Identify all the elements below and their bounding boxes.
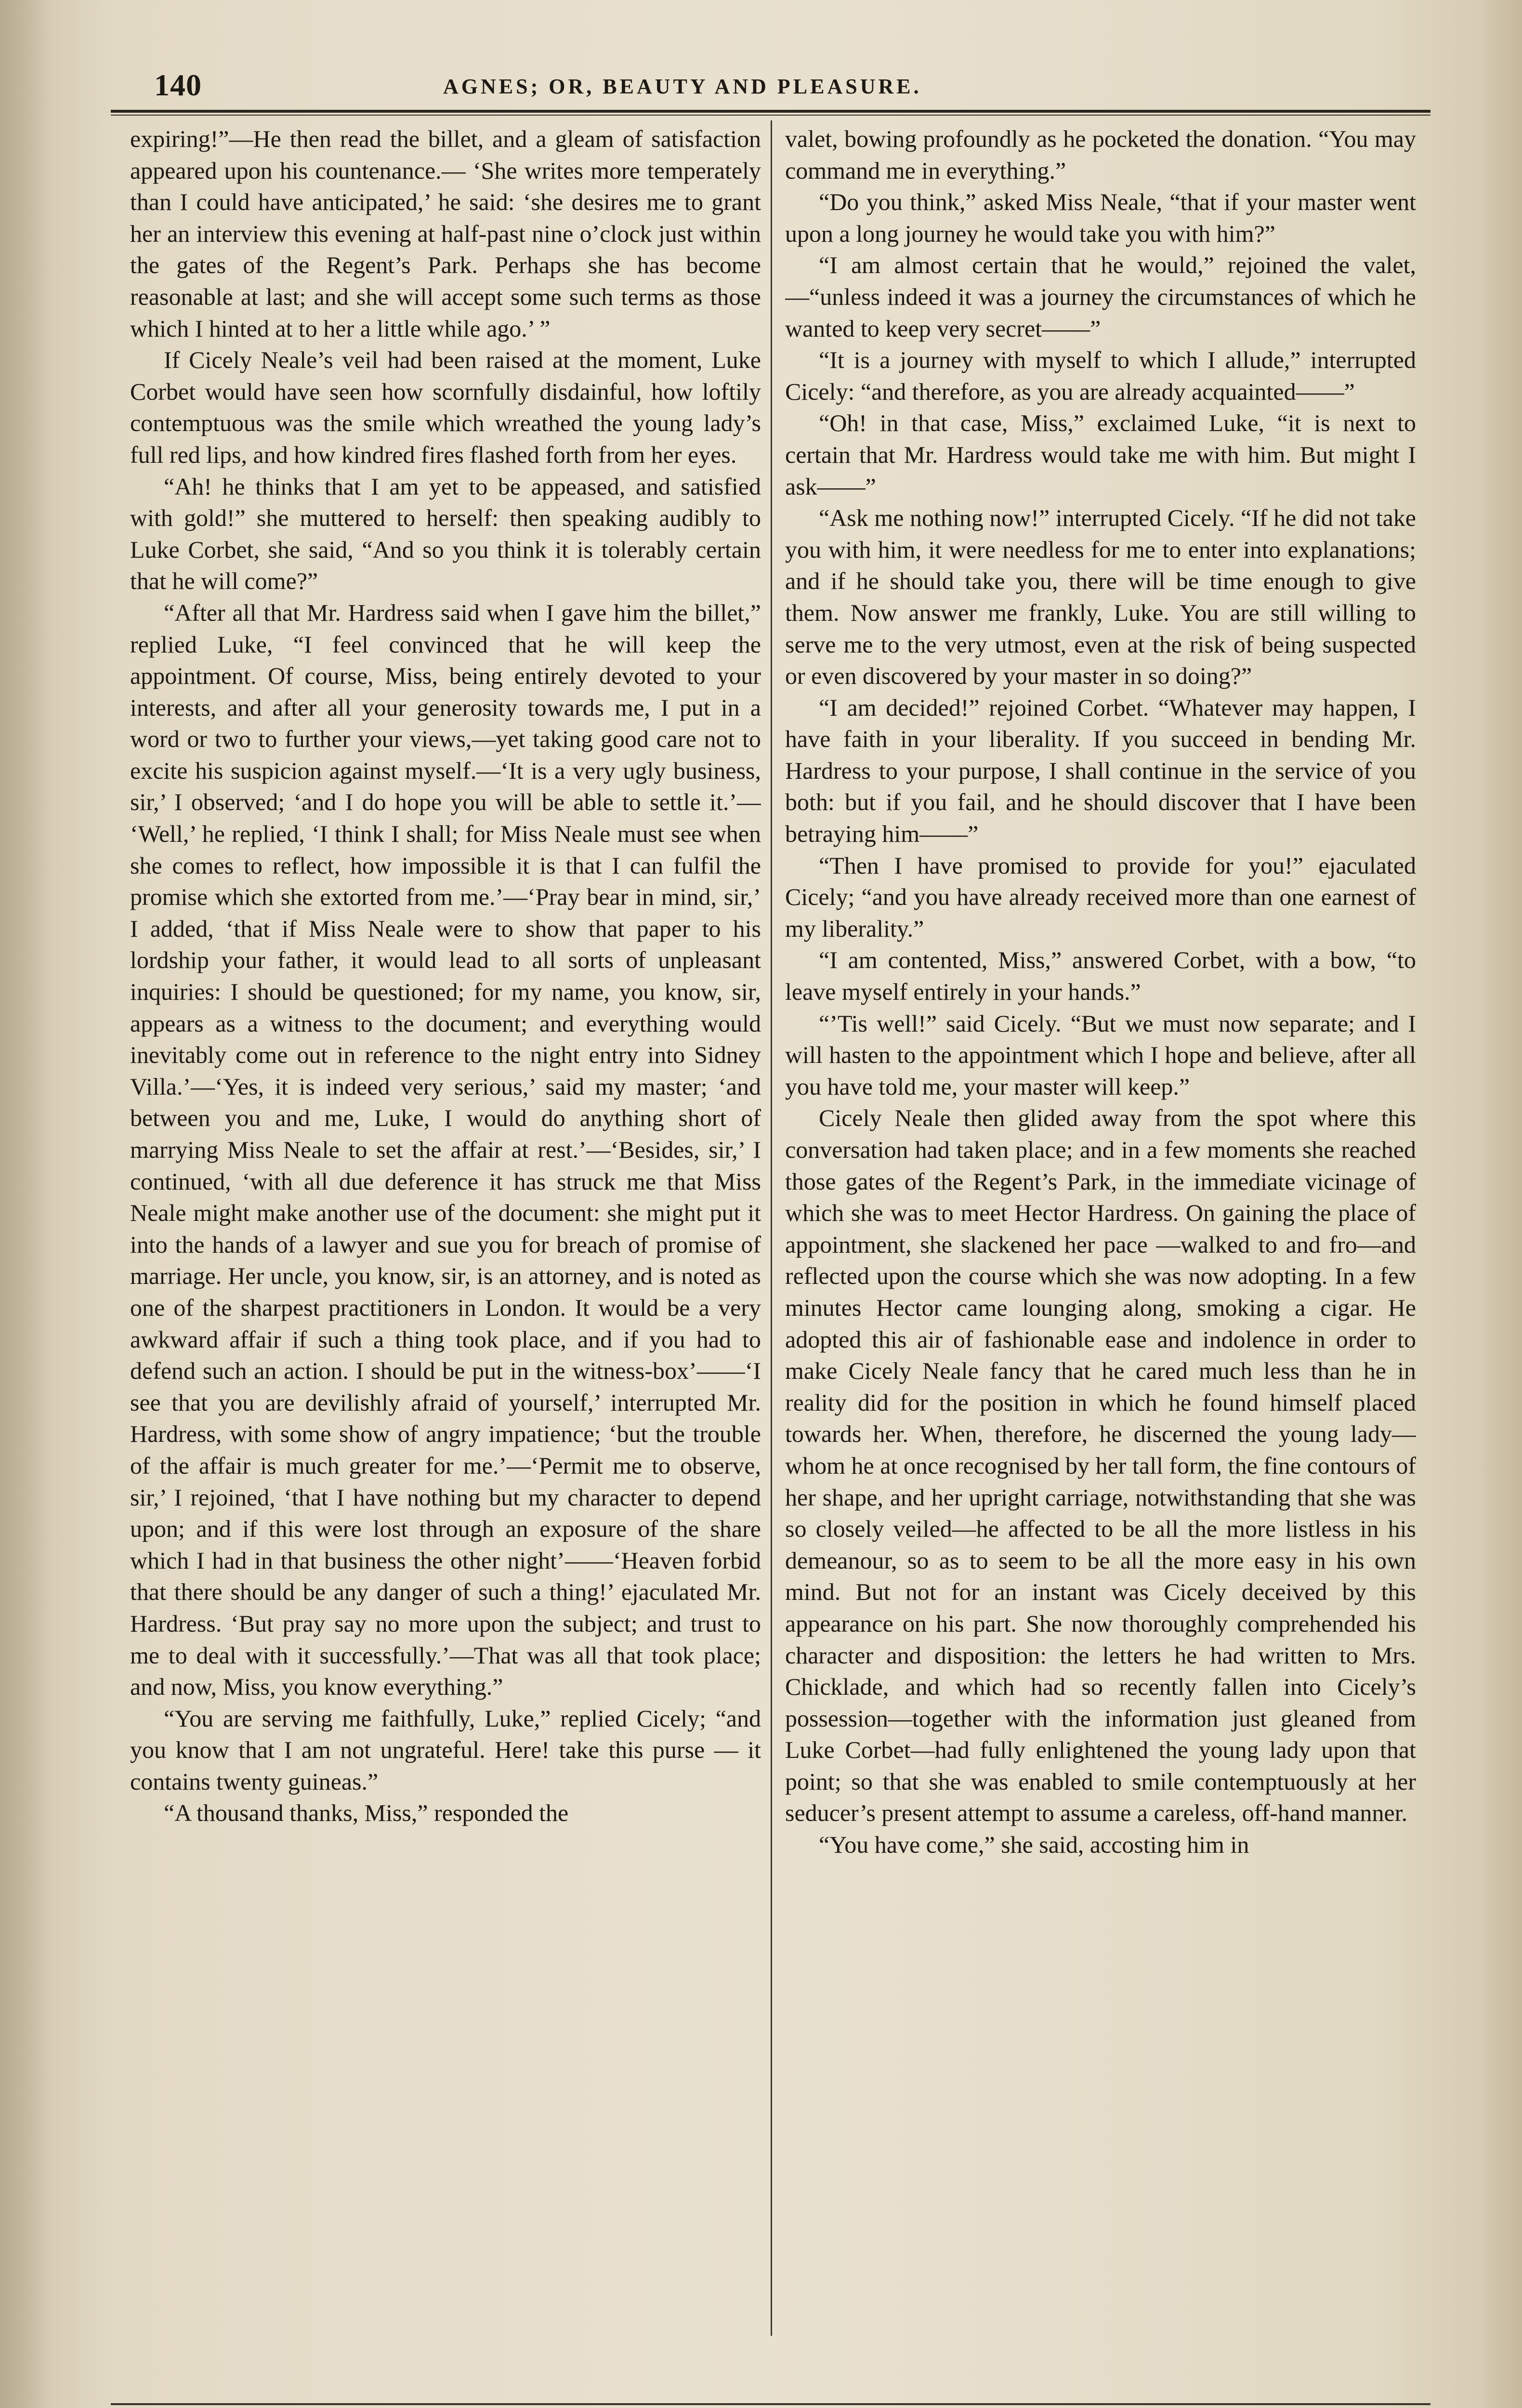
paragraph: “I am decided!” rejoined Corbet. “Whatever may happen, I have faith in your liberality. If you succeed in bending Mr. Hardress to your purpose, I shall continue in the service of you both: but if you fail, and he should discover that I have been betraying him——” (785, 694, 1416, 848)
left-text-column (130, 123, 761, 2387)
paragraph: “Ask me nothing now!” interrupted Cicely. “If he did not take you with him, it were needless for me to enter into explanations; and if he should take you, there will be time enough to give them. Now answer me frankly, Luke. You are still willing to serve me to the very utmost, even at the risk of being suspected or even discovered by your master in so doing?” (785, 504, 1416, 690)
paragraph: “After all that Mr. Hardress said when I gave him the billet,” replied Luke, “I feel convinced that he will keep the appointment. Of course, Miss, being entirely devoted to your interests, and after all your generosity towards me, I put in a word or two to further your views,—yet taking good care not to excite his suspicion against myself.—‘It is a very ugly business, sir,’ I observed; ‘and I do hope you will be able to settle it.’— ‘Well,’ he replied, ‘I think I shall; for Miss Neale must see when she comes to reflect, how impossible it is that I can fulfil the promise which she extorted from me.’—‘Pray bear in mind, sir,’ I added, ‘that if Miss Neale were to show that paper to his lordship your father, it would lead to all sorts of unpleasant inquiries: I should be questioned; for my name, you know, sir, appears as a witness to the document; and everything would inevitably come out in reference to the night entry into Sidney Villa.’—‘Yes, it is indeed very serious,’ said my master; ‘and between you and me, Luke, I would do anything short of marrying Miss Neale to set the affair at rest.’—‘Besides, sir,’ I continued, ‘with all due deference it has struck me that Miss Neale might make another use of the document: she might put it into the hands of a lawyer and sue you for breach of promise of marriage. Her uncle, you know, sir, is an attorney, and is noted as one of the sharpest practitioners in London. It would be a very awkward affair if such a thing took place, and if you had to defend such an action. I should be put in the witness-box’——‘I see that you are devilishly afraid of yourself,’ interrupted Mr. Hardress, with some show of angry impatience; ‘but the trouble of the affair is much greater for me.’—‘Permit me to observe, sir,’ I rejoined, ‘that I have nothing but my character to depend upon; and if this were lost through an exposure of the share which I had in that business the other night’——‘Heaven forbid that there should be any danger of such a thing!’ ejaculated Mr. Hardress. ‘But pray say no more upon the subject; and trust to me to deal with it successfully.’—That was all that took place; and now, Miss, you know everything.” (130, 599, 761, 1701)
paragraph: Cicely Neale then glided away from the spot where this conversation had taken place; and in a few moments she reached those gates of the Regent’s Park, in the immediate vicinage of which she was to meet Hector Hardress. On gaining the place of appointment, she slackened her pace —walked to and fro—and reflected upon the course which she was now adopting. In a few minutes Hector came lounging along, smoking a cigar. He adopted this air of fashionable ease and indolence in order to make Cicely Neale fancy that he cared much less than he in reality did for the position in which he found himself placed towards her. When, therefore, he discerned the young lady—whom he at once recognised by her tall form, the fine contours of her shape, and her upright carriage, notwithstanding that she was so closely veiled—he affected to be all the more listless in his demeanour, so as to seem to be all the more easy in his own mind. But not for an instant was Cicely deceived by this appearance on his part. She now thoroughly comprehended his character and disposition: the letters he had written to Mrs. Chicklade, and which had so recently fallen into Cicely’s possession—together with the information just gleaned from Luke Corbet—had fully enlightened the young lady upon that point; so that she was enabled to smile contemptuously at her seducer’s present attempt to assume a careless, off-hand manner. (785, 1104, 1416, 1827)
paragraph: “You have come,” she said, accosting him in (819, 1831, 1249, 1858)
paragraph: “Ah! he thinks that I am yet to be appeased, and satisfied with gold!” she muttered to herself: then speaking audibly to Luke Corbet, she said, “And so you think it is tolerably certain that he will come?” (130, 472, 761, 595)
header-rule-thin (111, 115, 1430, 116)
paragraph: “I am contented, Miss,” answered Corbet, with a bow, “to leave myself entirely in your hands.” (785, 946, 1416, 1006)
page-edge-shadow-right (1479, 0, 1522, 2408)
footer-rule (111, 2403, 1430, 2405)
page-edge-shadow-left (0, 0, 53, 2408)
paragraph: “You are serving me faithfully, Luke,” replied Cicely; “and you know that I am not ungrateful. Here! take this purse — it contains twenty guineas.” (130, 1704, 761, 1795)
running-title: AGNES; OR, BEAUTY AND PLEASURE. (443, 75, 922, 98)
page-number: 140 (154, 68, 202, 102)
paragraph: “Oh! in that case, Miss,” exclaimed Luke, “it is next to certain that Mr. Hardress would take me with him. But might I ask——” (785, 409, 1416, 500)
right-text-column (785, 123, 1416, 2387)
paragraph: “I am almost certain that he would,” rejoined the valet,—“unless indeed it was a journey the circumstances of which he wanted to keep very secret——” (785, 251, 1416, 342)
paragraph: If Cicely Neale’s veil had been raised at the moment, Luke Corbet would have seen how scornfully disdainful, how loftily contemptuous was the smile which wreathed the young lady’s full red lips, and how kindred fires flashed forth from her eyes. (130, 346, 761, 468)
paragraph: “Do you think,” asked Miss Neale, “that if your master went upon a long journey he would take you with him?” (785, 188, 1416, 247)
paragraph: “A thousand thanks, Miss,” responded the (164, 1799, 569, 1827)
page-header (154, 58, 1430, 116)
paragraph: “It is a journey with myself to which I allude,” interrupted Cicely: “and therefore, as you are already acquainted——” (785, 346, 1416, 405)
paragraph: “’Tis well!” said Cicely. “But we must now separate; and I will hasten to the appointment which I hope and believe, after all you have told me, your master will keep.” (785, 1009, 1416, 1100)
paragraph: expiring!”—He then read the billet, and a gleam of satisfaction appeared upon his countenance.— ‘She writes more temperately than I could have anticipated,’ he said: ‘she desires me to grant her an interview this evening at half-past nine o’clock just within the gates of the Regent’s Park. Perhaps she has become reasonable at last; and she will accept some such terms as those which I hinted at to her a little while ago.’ ” (130, 125, 761, 342)
header-rule (111, 110, 1430, 113)
paragraph: “Then I have promised to provide for you!” ejaculated Cicely; “and you have already received more than one earnest of my liberality.” (785, 851, 1416, 942)
column-divider (771, 120, 772, 2336)
paragraph: valet, bowing profoundly as he pocketed the donation. “You may command me in everything.” (785, 125, 1416, 184)
